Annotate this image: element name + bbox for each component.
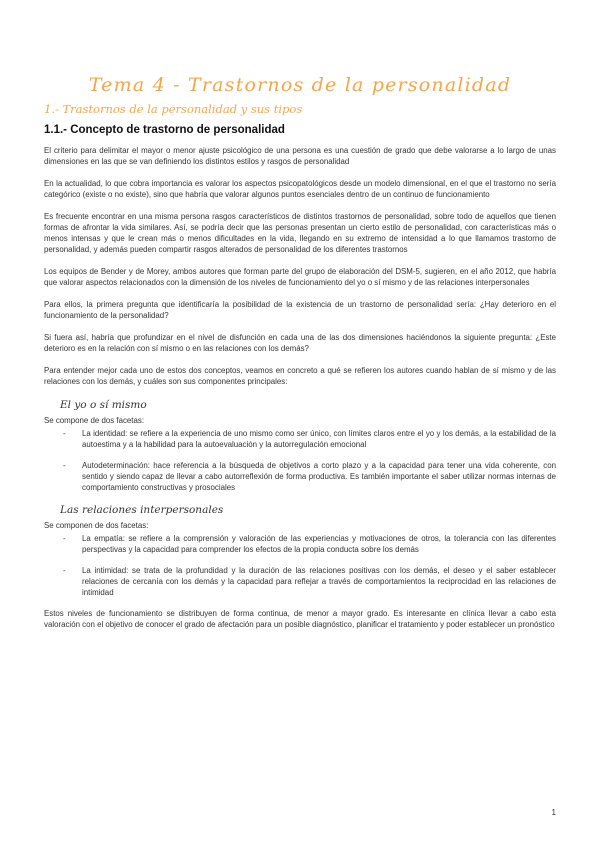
dash-bullet: - <box>63 534 66 543</box>
paragraph: Para entender mejor cada uno de estos dos conceptos, veamos en concreto a qué se refieren los autores cuando hablan de sí mismo y de las relaciones con los demás, y cuáles son sus componentes principales: <box>44 366 556 386</box>
relations-lead: Se componen de dos facetas: <box>44 521 149 530</box>
list-item <box>44 565 556 598</box>
section-heading: 1.- Trastornos de la personalidad y sus tipos <box>44 102 303 116</box>
document-body <box>44 145 556 641</box>
closing-paragraph: Estos niveles de funcionamiento se distribuyen de forma continua, de menor a mayor grado. Es interesante en clínica llevar a cabo esta valoración con el objetivo de conocer el grado de afectación para un posible diagnóstico, planificar el tratamiento y poder establecer un pronóstico <box>44 609 556 629</box>
self-list <box>44 428 556 493</box>
paragraph: Si fuera así, habría que profundizar en el nivel de disfunción en cada una de las dos dimensiones haciéndonos la siguiente pregunta: ¿Este deterioro es en la relación con sí mismo o en las relaciones con los demás? <box>44 333 556 353</box>
dash-bullet: - <box>63 461 66 470</box>
document-title: Tema 4 - Trastornos de la personalidad <box>88 74 512 96</box>
list-item-text: La empatía: se refiere a la comprensión y valoración de las experiencias y motivaciones de otros, la tolerancia con las diferentes perspectivas y la capacidad para comprender los efectos de la propia conducta sobre los demás <box>82 534 556 554</box>
list-item-text: Autodeterminación: hace referencia a la búsqueda de objetivos a corto plazo y a la capacidad para tener una vida coherente, con sentido y siendo capaz de llevar a cabo autorreflexión de forma productiva. Es también importante el saber utilizar normas internas de comportamiento constructivas y prosociales <box>82 461 556 492</box>
self-heading: El yo o sí mismo <box>60 399 147 411</box>
subsection-heading: 1.1.- Concepto de trastorno de personalidad <box>44 124 285 136</box>
dash-bullet: - <box>63 566 66 575</box>
list-item <box>44 533 556 555</box>
paragraph: Para ellos, la primera pregunta que identificaría la posibilidad de la existencia de un trastorno de personalidad sería: ¿Hay deterioro en el funcionamiento de la personalidad? <box>44 300 556 320</box>
relations-heading: Las relaciones interpersonales <box>60 504 224 516</box>
list-item-text: La identidad: se refiere a la experiencia de uno mismo como ser único, con límites claros entre el yo y los demás, a la estabilidad de la autoestima y a la habilidad para la autoevaluación y la autorregulación emocional <box>82 429 556 449</box>
relations-list <box>44 533 556 598</box>
page-number: 1 <box>551 808 556 817</box>
paragraph: En la actualidad, lo que cobra importancia es valorar los aspectos psicopatológicos desde un modelo dimensional, en el que el trastorno no sería categórico (existe o no existe), sino que habría que valorar algunos puntos esenciales dentro de un continuo de funcionamiento <box>44 179 556 199</box>
list-item <box>44 460 556 493</box>
dash-bullet: - <box>63 429 66 438</box>
list-item-text: La intimidad: se trata de la profundidad y la duración de las relaciones positivas con los demás, el deseo y el saber establecer relaciones de cercanía con los demás y la capacidad para reflejar a través de comportamientos la reciprocidad en las relaciones de intimidad <box>82 566 556 597</box>
paragraph: El criterio para delimitar el mayor o menor ajuste psicológico de una persona es una cuestión de grado que debe valorarse a lo largo de unas dimensiones en las que se van definiendo los distintos estilos y rasgos de personalidad <box>44 146 556 166</box>
paragraph: Los equipos de Bender y de Morey, ambos autores que forman parte del grupo de elaboración del DSM-5, sugieren, en el año 2012, que habría que valorar aspectos relacionados con la dimensión de los niveles de funcionamiento del yo o sí mismo y de las relaciones interpersonales <box>44 267 556 287</box>
paragraph: Es frecuente encontrar en una misma persona rasgos característicos de distintos trastornos de personalidad, sobre todo de aquellos que tienen formas de afrontar la vida similares. Así, se podría decir que las personas presentan un cierto estilo de personalidad, con características más o menos intensas y que le crean más o menos dificultades en la vida, llegando en su extremo de intensidad a lo que llamamos trastorno de personalidad, y además pueden compartir rasgos alterados de personalidad de los diferentes trastornos <box>44 212 556 254</box>
self-lead: Se compone de dos facetas: <box>44 416 145 425</box>
list-item <box>44 428 556 450</box>
